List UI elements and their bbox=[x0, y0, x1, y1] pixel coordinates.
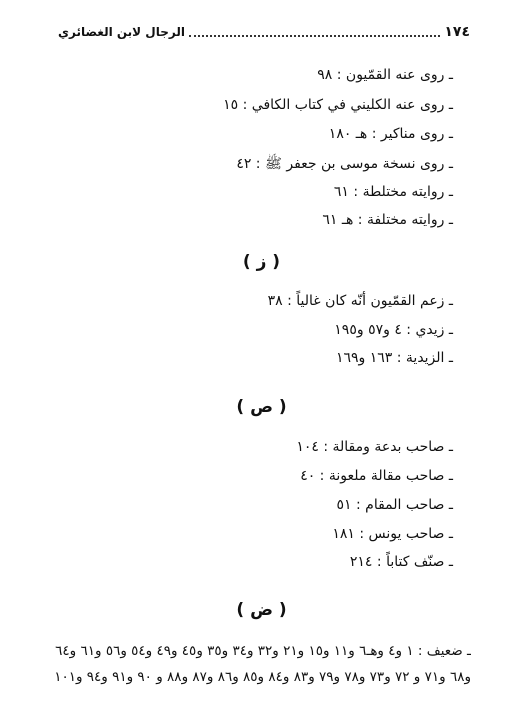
index-entry: ـ روى مناكير : هـ ١٨٠ bbox=[328, 126, 453, 142]
index-entry: ـ زعم القمّيون أنّه كان غالياً : ٣٨ bbox=[267, 293, 453, 309]
index-entry: ـ زيدي : ٤ و٥٧ و١٩٥ bbox=[334, 322, 453, 338]
running-header bbox=[58, 22, 470, 42]
index-entry: ـ روى عنه الكليني في كتاب الكافي : ١٥ bbox=[223, 97, 453, 113]
index-entry: ـ صاحب مقالة ملعونة : ٤٠ bbox=[300, 468, 453, 484]
index-entry: ـ صاحب بدعة ومقالة : ١٠٤ bbox=[296, 439, 453, 455]
index-entry: ـ الزيدية : ١٦٣ و١٦٩ bbox=[335, 350, 453, 366]
header-leader-dots bbox=[189, 33, 440, 37]
index-entry: ـ روى نسخة موسى بن جعفر ﷺ : ٤٢ bbox=[236, 156, 453, 172]
index-paragraph bbox=[52, 638, 471, 690]
paragraph-line: ـ ضعيف : ١ و٤ وهـ٦ و١١ و١٥ و٢١ و٣٢ و٣٤ و٣٥ و٤٥ و٤٩ و٥٤ و٥٦ و٦١ و٦٤ bbox=[55, 643, 471, 659]
index-entry: ـ صنّف كتاباً : ٢١٤ bbox=[349, 554, 453, 570]
section-heading-s: ( ص ) bbox=[236, 397, 287, 417]
index-entry: ـ روايته مختلفة : هـ ٦١ bbox=[322, 212, 453, 228]
index-entry: ـ صاحب المقام : ٥١ bbox=[336, 497, 453, 513]
index-entry: ـ روى عنه القمّيون : ٩٨ bbox=[317, 67, 453, 83]
paragraph-line: و٦٨ و٧١ و ٧٢ و٧٣ و٧٨ و٧٩ و٨٣ و٨٤ و٨٥ و٨٦ و٨٧ و٨٨ و ٩٠ و٩١ و٩٤ و١٠١ bbox=[54, 669, 471, 685]
section-heading-d: ( ض ) bbox=[236, 600, 287, 620]
page-number: ١٧٤ bbox=[444, 24, 470, 40]
index-entry: ـ روايته مختلطة : ٦١ bbox=[333, 184, 453, 200]
index-entry: ـ صاحب يونس : ١٨١ bbox=[332, 526, 453, 542]
running-title: الرجال لابن الغضائري bbox=[58, 25, 185, 39]
section-heading-z: ( ز ) bbox=[242, 252, 281, 272]
